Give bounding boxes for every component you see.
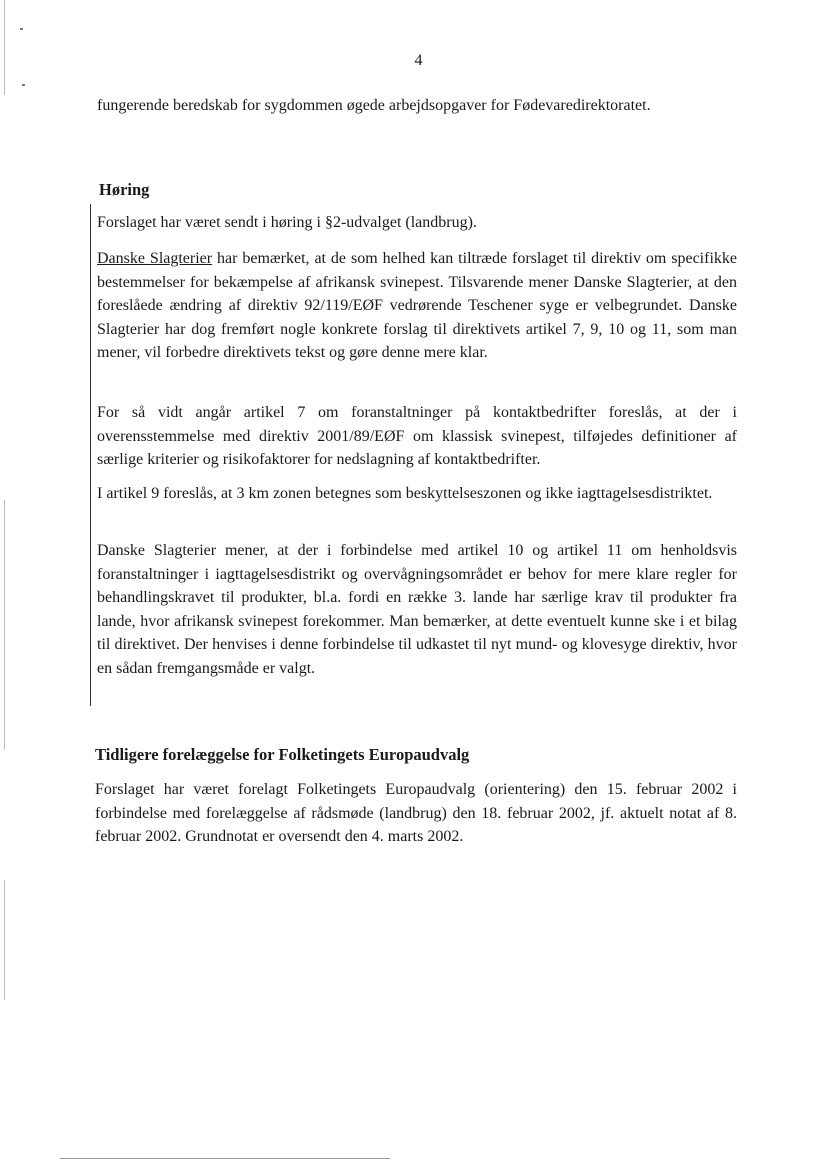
horing-paragraph-3: For så vidt angår artikel 7 om foranstaltninger på kontaktbedrifter foreslås, at der i overensstemmelse med direktiv 2001/89/EØF om klassisk svinepest, tilføjedes definitioner af særlige kriterier og risikofaktorer for nedslagning af kontaktbedrifter.	[97, 404, 737, 468]
danske-slagterier-underlined: Danske Slagterier	[97, 250, 213, 267]
scan-edge-line	[4, 0, 5, 95]
horing-paragraph-4: I artikel 9 foreslås, at 3 km zonen betegnes som beskyttelseszonen og ikke iagttagelsesdistriktet.	[97, 485, 713, 502]
horing-paragraph-2	[97, 247, 737, 365]
scan-speck	[20, 28, 23, 30]
scan-edge-line	[4, 500, 5, 750]
horing-paragraph-2-text: har bemærket, at de som helhed kan tiltræde forslaget til direktiv om specifikke bestemmelser for bekæmpelse af afrikansk svinepest. Tilsvarende mener Danske Slagterier, at den foreslåede ændring af direktiv 92/119/EØF vedrørende Teschener syge er velbegrundet. Danske Slagterier har dog fremført nogle konkrete forslag til direktivets artikel 7, 9, 10 og 11, som man mener, vil forbedre direktivets tekst og gøre denne mere klar.	[97, 250, 738, 361]
scan-edge-line	[4, 880, 5, 1000]
section-heading-horing: Høring	[99, 180, 150, 199]
tidligere-paragraph-1: Forslaget har været forelagt Folketingets Europaudvalg (orientering) den 15. februar 2002 i forbindelse med forelæggelse af rådsmøde (landbrug) den 18. februar 2002, jf. aktuelt notat af 8. februar 2002. Grundnotat er oversendt den 4. marts 2002.	[95, 781, 737, 845]
horing-paragraph-1: Forslaget har været sendt i høring i §2-udvalget (landbrug).	[97, 214, 477, 231]
horing-paragraph-5: Danske Slagterier mener, at der i forbindelse med artikel 10 og artikel 11 om henholdsvis foranstaltninger i iagttagelsesdistrikt og overvågningsområdet er behov for mere klare regler for behandlingskravet til produkter, bl.a. fordi en række 3. lande har særlige krav til produkter fra lande, hvor afrikansk svinepest forekommer. Man bemærker, at dette eventuelt kunne ske i et bilag til direktivet. Der henvises i denne forbindelse til udkastet til nyt mund- og klovesyge direktiv, hvor en sådan fremgangsmåde er valgt.	[97, 542, 737, 677]
margin-change-bar	[90, 204, 91, 706]
page-bottom-rule	[60, 1158, 390, 1159]
intro-continuation-paragraph: fungerende beredskab for sygdommen øgede arbejdsopgaver for Fødevaredirektoratet.	[97, 97, 651, 114]
page-number: 4	[414, 52, 423, 69]
section-heading-tidligere: Tidligere forelæggelse for Folketingets Europaudvalg	[95, 745, 470, 764]
scan-speck	[22, 84, 25, 86]
